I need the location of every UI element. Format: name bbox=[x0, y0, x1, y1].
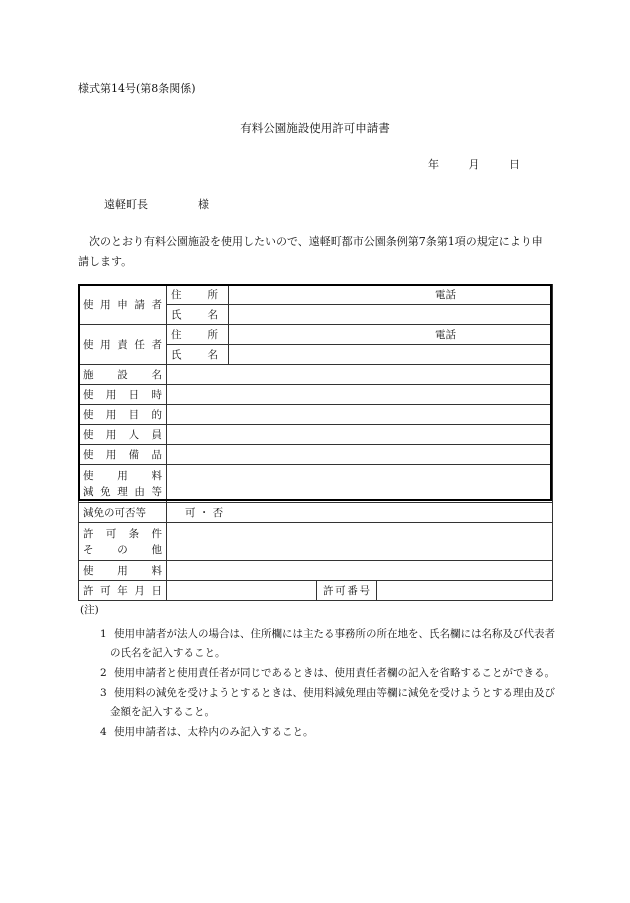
conditions-label-line2: その他 bbox=[83, 543, 162, 556]
people-label: 使用人員 bbox=[79, 425, 167, 445]
datetime-label: 使用日時 bbox=[79, 385, 167, 405]
facility-label: 施設名 bbox=[79, 365, 167, 385]
responsible-phone-label: 電話 bbox=[435, 329, 456, 341]
honorific: 様 bbox=[198, 198, 209, 211]
reduction-field[interactable] bbox=[167, 503, 553, 523]
note-number: 2 bbox=[100, 667, 107, 679]
note-item bbox=[80, 664, 555, 683]
applicant-label: 使用申請者 bbox=[79, 285, 167, 325]
note-text: 使用申請者が法人の場合は、住所欄には主たる事務所の所在地を、氏名欄には名称及び代表者の氏名を記入すること。 bbox=[110, 628, 555, 659]
note-text: 使用申請者は、太枠内のみ記入すること。 bbox=[114, 726, 314, 738]
responsible-address-field[interactable] bbox=[229, 325, 553, 345]
note-number: 3 bbox=[100, 687, 107, 699]
applicant-phone-label: 電話 bbox=[435, 289, 456, 301]
reduction-label: 減免の可否等 bbox=[79, 503, 167, 523]
responsible-name-field[interactable] bbox=[229, 345, 553, 365]
reduction-value: 可 ・ 否 bbox=[185, 507, 224, 519]
people-field[interactable] bbox=[167, 425, 553, 445]
date-day-label: 日 bbox=[509, 158, 520, 171]
note-text: 使用料の減免を受けようとするときは、使用料減免理由等欄に減免を受けようとする理由及び金額を記入すること。 bbox=[110, 687, 555, 718]
date-month-label: 月 bbox=[468, 158, 480, 171]
notes-heading: (注) bbox=[80, 604, 99, 616]
addressee bbox=[104, 196, 209, 212]
form-number: 様式第14号(第8条関係) bbox=[78, 82, 196, 95]
lead-paragraph: 次のとおり有料公園施設を使用したいので、遠軽町都市公園条例第7条第1項の規定により申請します。 bbox=[78, 235, 543, 268]
purpose-label: 使用目的 bbox=[79, 405, 167, 425]
facility-field[interactable] bbox=[167, 365, 553, 385]
fee-reason-field[interactable] bbox=[167, 465, 553, 503]
note-item bbox=[80, 684, 555, 722]
note-item bbox=[80, 723, 555, 742]
conditions-label bbox=[79, 523, 167, 561]
addressee-name: 遠軽町長 bbox=[104, 198, 148, 211]
application-form-table bbox=[78, 284, 553, 601]
applicant-address-field[interactable] bbox=[229, 285, 553, 305]
responsible-address-label: 住所 bbox=[167, 325, 229, 345]
fee-field[interactable] bbox=[167, 561, 553, 581]
equipment-field[interactable] bbox=[167, 445, 553, 465]
permit-number-label: 許可番号 bbox=[317, 581, 377, 601]
permit-number-field[interactable] bbox=[377, 581, 553, 601]
responsible-name-label: 氏名 bbox=[167, 345, 229, 365]
applicant-address-label: 住所 bbox=[167, 285, 229, 305]
fee-reason-label-line2: 減免理由等 bbox=[83, 485, 162, 498]
conditions-field[interactable] bbox=[167, 523, 553, 561]
equipment-label: 使用備品 bbox=[79, 445, 167, 465]
fee-reason-label-line1: 使用料 bbox=[83, 469, 162, 482]
permit-date-field[interactable] bbox=[167, 581, 317, 601]
note-item bbox=[80, 625, 555, 663]
note-number: 4 bbox=[100, 726, 107, 738]
document-title: 有料公園施設使用許可申請書 bbox=[240, 121, 390, 135]
notes-section bbox=[80, 602, 555, 743]
note-text: 使用申請者と使用責任者が同じであるときは、使用責任者欄の記入を省略することができる。 bbox=[114, 667, 555, 679]
note-number: 1 bbox=[100, 628, 107, 640]
conditions-label-line1: 許可条件 bbox=[83, 527, 162, 540]
permit-date-label: 許可年月日 bbox=[79, 581, 167, 601]
date-year-label: 年 bbox=[428, 158, 439, 171]
applicant-name-field[interactable] bbox=[229, 305, 553, 325]
responsible-label: 使用責任者 bbox=[79, 325, 167, 365]
datetime-field[interactable] bbox=[167, 385, 553, 405]
date-line bbox=[388, 156, 520, 172]
applicant-name-label: 氏名 bbox=[167, 305, 229, 325]
purpose-field[interactable] bbox=[167, 405, 553, 425]
fee-label: 使用料 bbox=[79, 561, 167, 581]
fee-reason-label bbox=[79, 465, 167, 503]
